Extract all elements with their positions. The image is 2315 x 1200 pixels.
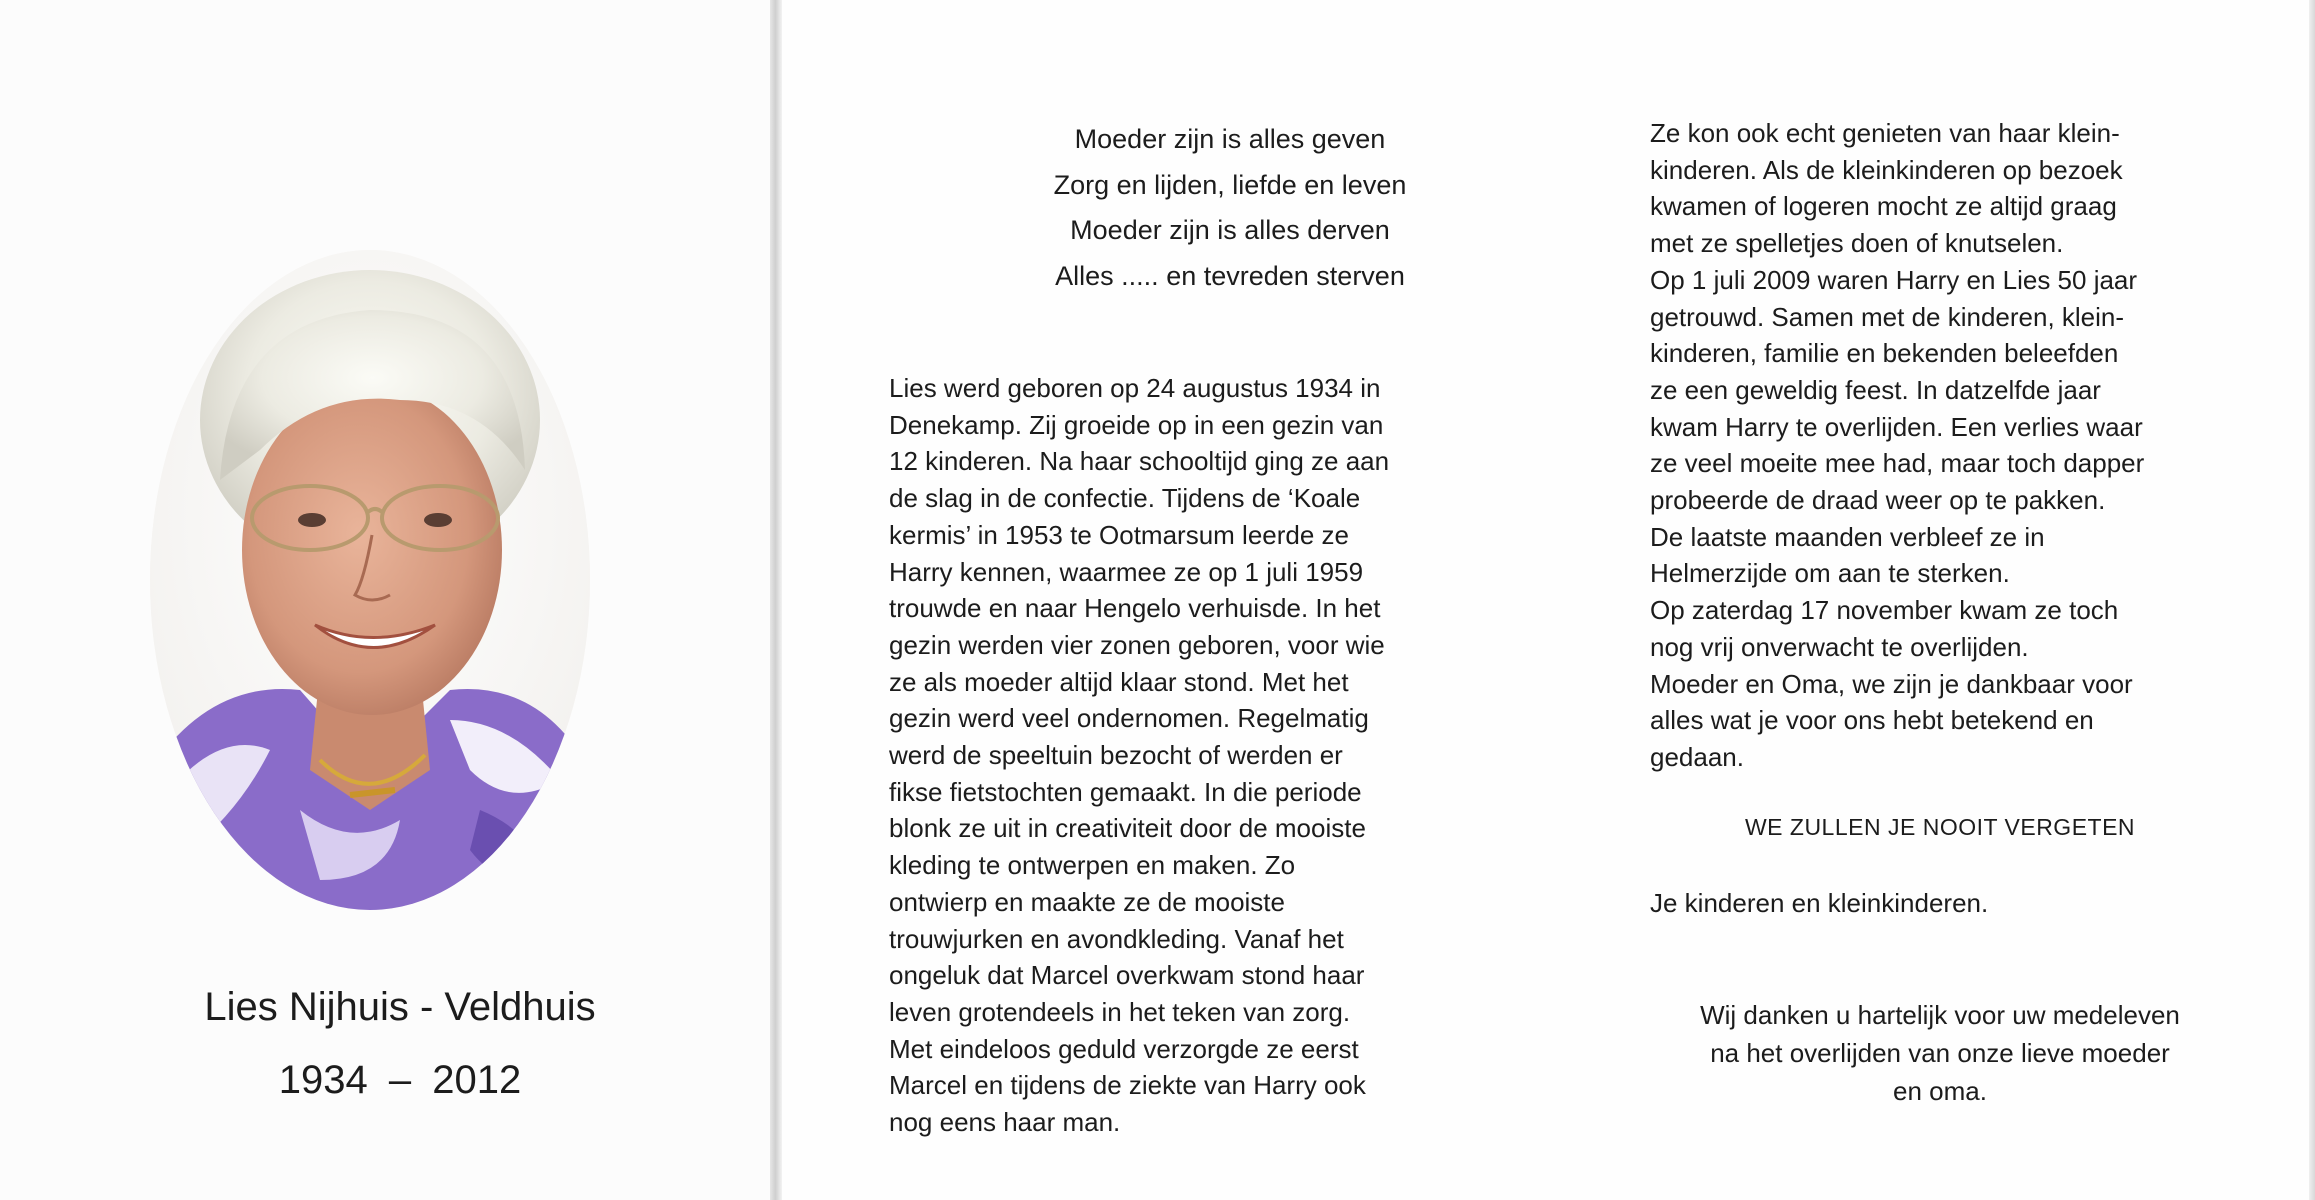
poem-line: Moeder zijn is alles derven	[1070, 215, 1390, 245]
continuation-line: kinderen. Als de kleinkinderen op bezoek	[1650, 154, 2123, 185]
poem-line: Zorg en lijden, liefde en leven	[1053, 169, 1407, 200]
bio-line: 12 kinderen. Na haar schooltijd ging ze aan	[889, 446, 1390, 477]
continuation-line: kwamen of logeren mocht ze altijd graag	[1650, 191, 2117, 222]
continuation-line: kwam Harry te overlijden. Een verlies waar	[1650, 411, 2143, 442]
bio-line: leven grotendeels in het teken van zorg.	[889, 996, 1351, 1027]
portrait-photo	[150, 250, 590, 910]
biography-text	[889, 370, 1529, 1141]
card-right-edge	[2309, 0, 2315, 1200]
continuation-line: alles wat je voor ons hebt betekend en	[1650, 705, 2094, 736]
bio-line: Denekamp. Zij groeide op in een gezin van	[889, 409, 1384, 440]
bio-line: werd de speeltuin bezocht of werden er	[889, 740, 1343, 771]
bio-line: blonk ze uit in creativiteit door de mooiste	[889, 813, 1366, 844]
bio-line: ontwierp en maakte ze de mooiste	[889, 886, 1285, 917]
continuation-line: gedaan.	[1650, 741, 1744, 772]
bio-line: Met eindeloos geduld verzorgde ze eerst	[889, 1033, 1359, 1064]
bio-line: trouwde en naar Hengelo verhuisde. In het	[889, 593, 1381, 624]
memorial-poem	[880, 117, 1580, 299]
poem-line: Moeder zijn is alles geven	[1074, 124, 1386, 154]
continuation-line: ze veel moeite mee had, maar toch dapper	[1650, 448, 2145, 479]
life-years: 1934 – 2012	[278, 1058, 522, 1102]
bio-line: Harry kennen, waarmee ze op 1 juli 1959	[889, 556, 1364, 587]
slogan: WE ZULLEN JE NOOIT VERGETEN	[1744, 814, 2136, 840]
thanks-line: en oma.	[1893, 1076, 1987, 1106]
bio-line: ongeluk dat Marcel overkwam stond haar	[889, 960, 1365, 991]
continuation-line: Moeder en Oma, we zijn je dankbaar voor	[1650, 668, 2133, 699]
poem-line: Alles ..... en tevreden sterven	[1055, 260, 1405, 291]
signature: Je kinderen en kleinkinderen.	[1650, 888, 1989, 918]
thanks-note	[1630, 996, 2250, 1110]
bio-line: Marcel en tijdens de ziekte van Harry ook	[889, 1070, 1366, 1101]
continuation-line: ze een geweldig feest. In datzelfde jaar	[1650, 374, 2101, 405]
continuation-line: Op 1 juli 2009 waren Harry en Lies 50 jaar	[1650, 264, 2138, 295]
continuation-line: nog vrij onverwacht te overlijden.	[1650, 631, 2029, 662]
continuation-line: De laatste maanden verbleef ze in	[1650, 521, 2045, 552]
bio-line: kermis’ in 1953 te Ootmarsum leerde ze	[889, 519, 1350, 550]
continuation-line: Helmerzijde om aan te sterken.	[1650, 558, 2010, 589]
continuation-line: probeerde de draad weer op te pakken.	[1650, 485, 2106, 516]
bio-line: gezin werd veel ondernomen. Regelmatig	[889, 703, 1369, 734]
continuation-line: getrouwd. Samen met de kinderen, klein-	[1650, 301, 2125, 332]
bio-line: Lies werd geboren op 24 augustus 1934 in	[889, 373, 1381, 403]
continuation-line: met ze spelletjes doen of knutselen.	[1650, 228, 2064, 259]
bio-line: kleding te ontwerpen en maken. Zo	[889, 850, 1296, 881]
thanks-line: na het overlijden van onze lieve moeder	[1710, 1038, 2170, 1068]
thanks-line: Wij danken u hartelijk voor uw medeleven	[1700, 1000, 2180, 1030]
bio-line: ze als moeder altijd klaar stond. Met het	[889, 666, 1349, 697]
deceased-name: Lies Nijhuis - Veldhuis	[204, 985, 596, 1029]
bio-line: fikse fietstochten gemaakt. In die periode	[889, 776, 1362, 807]
continuation-line: kinderen, familie en bekenden beleefden	[1650, 338, 2119, 369]
bio-line: nog eens haar man.	[889, 1107, 1121, 1138]
continuation-text	[1650, 115, 2270, 776]
bio-line: gezin werden vier zonen geboren, voor wie	[889, 629, 1385, 660]
bio-line: de slag in de confectie. Tijdens de ‘Koale	[889, 483, 1361, 514]
continuation-line: Ze kon ook echt genieten van haar klein-	[1650, 118, 2120, 148]
bio-line: trouwjurken en avondkleding. Vanaf het	[889, 923, 1344, 954]
continuation-line: Op zaterdag 17 november kwam ze toch	[1650, 595, 2119, 626]
